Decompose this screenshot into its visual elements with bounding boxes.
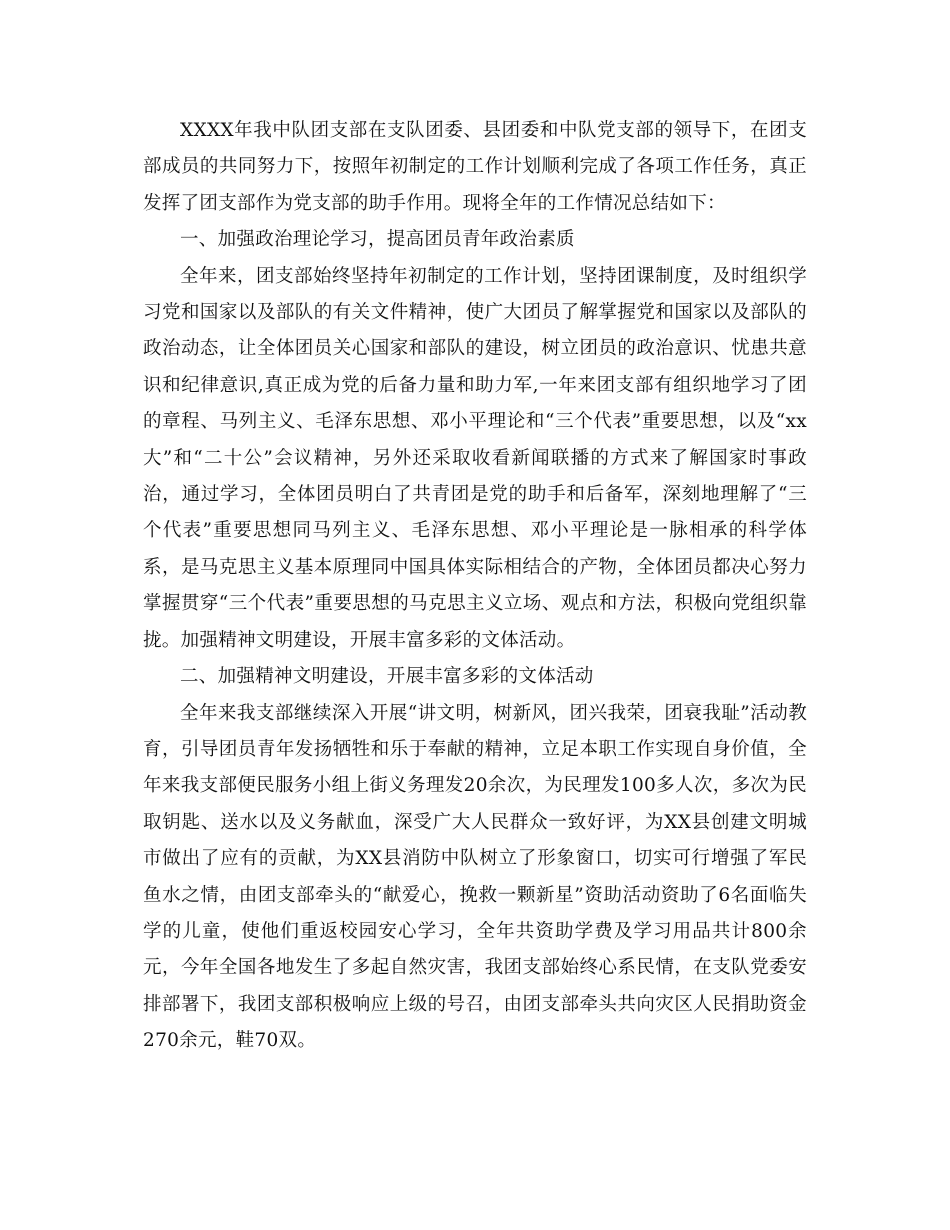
section-heading-2: 二、加强精神文明建设，开展丰富多彩的文体活动 [180, 666, 594, 688]
document-body [143, 113, 807, 1060]
section-1-paragraph: 全年来，团支部始终坚持年初制定的工作计划，坚持团课制度，及时组织学习党和国家以及部队的有关文件精神，使广大团员了解掌握党和国家以及部队的政治动态，让全体团员关心国家和部队的建设，树立团员的政治意识、忧患共意识和纪律意识,真正成为党的后备力量和助力军,一年来团支部有组织地学习了团的章程、马列主义、毛泽东思想、邓小平理论和“三个代表”重要思想，以及“xx大”和“二十公”会议精神，另外还采取收看新闻联播的方式来了解国家时事政治，通过学习，全体团员明白了共青团是党的助手和后备军，深刻地理解了“三个代表”重要思想同马列主义、毛泽东思想、邓小平理论是一脉相承的科学体系，是马克思主义基本原理同中国具体实际相结合的产物，全体团员都决心努力掌握贯穿“三个代表”重要思想的马克思主义立场、观点和方法，积极向党组织靠拢。加强精神文明建设，开展丰富多彩的文体活动。 [143, 265, 807, 651]
section-2-paragraph: 全年来我支部继续深入开展“讲文明，树新风，团兴我荣，团衰我耻”活动教育，引导团员青年发扬牺牲和乐于奉献的精神，立足本职工作实现自身价值，全年来我支部便民服务小组上街义务理发20余次，为民理发100多人次，多次为民取钥匙、送水以及义务献血，深受广大人民群众一致好评，为XX县创建文明城市做出了应有的贡献，为XX县消防中队树立了形象窗口，切实可行增强了军民鱼水之情，由团支部牵头的“献爱心，挽救一颗新星”资助活动资助了6名面临失学的儿童，使他们重返校园安心学习，全年共资助学费及学习用品共计800余元，今年全国各地发生了多起自然灾害，我团支部始终心系民情，在支队党委安排部署下，我团支部积极响应上级的号召，由团支部牵头共向灾区人民捐助资金270余元，鞋70双。 [143, 702, 807, 1052]
intro-paragraph: XXXX年我中队团支部在支队团委、县团委和中队党支部的领导下，在团支部成员的共同努力下，按照年初制定的工作计划顺利完成了各项工作任务，真正发挥了团支部作为党支部的助手作用。现将全年的工作情况总结如下： [143, 120, 807, 214]
section-heading-1: 一、加强政治理论学习，提高团员青年政治素质 [180, 229, 575, 251]
